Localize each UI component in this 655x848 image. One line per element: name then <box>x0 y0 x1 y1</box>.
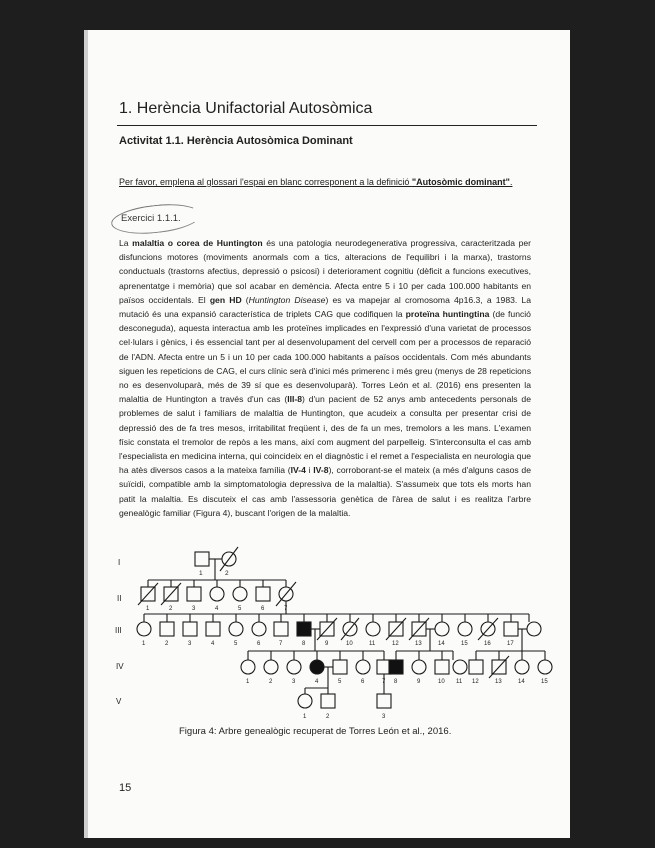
body-text: és una patologia neurodegenerativa progressiva, caracteritzada per disfuncions motores (moviments anormals com a tics, alteracions de l'equilibri i la marxa), trastorns conductuals (trastorns afectius, depressió o psicosi) i deteriorament cognitiu (dèficit a funcions executives, aprenentatge i memòria) que sol acabar en demència. Afecta entre 5 i 10 per cada 100.000 habitants en països occidentals. El <box>119 238 531 305</box>
case-iv-8: IV-8 <box>313 465 329 476</box>
svg-text:13: 13 <box>495 679 502 685</box>
person-IV-8-affected <box>389 660 403 674</box>
term-gen-hd: gen HD <box>209 294 242 305</box>
activity-title: Activitat 1.1. Herència Autosòmica Dominant <box>119 135 353 147</box>
svg-text:15: 15 <box>461 641 468 647</box>
body-text: (de funció desconeguda), aquesta interactua amb les proteïnes implicades en l'expressió d'una varietat de processos cel·lulars i gènics, i és essencial tant per al desenvolupament del cervell com per a processos de reparació de l'ADN. Afecta entre un 5 i un 10 per cada 100.000 habitants a països occidentals. Com més abundants siguen les repeticions de CAG, el curs clínic serà d'inici més primerenc i més greu (menys de 28 repeticions no es desenvoluparà, més de 39 sí que es desenvoluparà). Torres León et al. (2016) ens presenten la malaltia de Huntington a través d'un cas ( <box>119 309 531 405</box>
svg-text:10: 10 <box>438 679 445 685</box>
svg-text:8: 8 <box>302 641 306 647</box>
svg-text:2: 2 <box>326 714 330 720</box>
gen-I <box>148 547 286 580</box>
term-huntington: malaltia o corea de Huntington <box>132 238 263 248</box>
svg-text:15: 15 <box>541 679 548 685</box>
svg-text:7: 7 <box>284 606 288 612</box>
svg-text:1: 1 <box>246 679 250 685</box>
svg-text:1: 1 <box>199 570 203 577</box>
svg-text:4: 4 <box>315 679 319 685</box>
svg-text:1: 1 <box>146 606 150 612</box>
gen-V <box>298 688 391 720</box>
instruction-end: . <box>509 177 513 187</box>
person-IV-4-affected <box>310 660 324 674</box>
svg-text:2: 2 <box>169 606 173 612</box>
svg-text:12: 12 <box>392 641 399 647</box>
gen-label-IV: IV <box>116 662 124 671</box>
svg-text:5: 5 <box>238 606 242 612</box>
document-page <box>84 30 570 838</box>
svg-text:11: 11 <box>456 679 463 685</box>
page-number: 15 <box>119 782 132 794</box>
chapter-title: 1. Herència Unifactorial Autosòmica <box>119 100 373 117</box>
svg-text:9: 9 <box>417 679 421 685</box>
svg-text:14: 14 <box>438 641 445 647</box>
instruction-emphasis: "Autosòmic dominant" <box>411 177 510 187</box>
svg-text:5: 5 <box>338 679 342 685</box>
case-iv-4: IV-4 <box>290 465 306 476</box>
gen-label-II: II <box>117 594 122 603</box>
case-iii-8: III-8 <box>287 394 303 405</box>
body-text: ), corroborant-se el mateix (a més d'alguns casos de suïcidi, compatible amb la simptomatologia depressiva de la malaltia). S'assumeix que tots els morts han patit la malaltia. Es discuteix el cas amb l'assessoria genètica de l'àrea de salut i es realitza l'arbre genealògic familiar (Figura 4), buscant l'origen de la malaltia. <box>119 465 531 518</box>
svg-text:12: 12 <box>472 679 479 685</box>
body-text: ) es va mapejar al cromosoma 4p16.3, a 1983. La mutació és una expansió característica de triplets CAG que codifiquen la <box>119 294 531 320</box>
svg-text:14: 14 <box>518 679 525 685</box>
body-text: La <box>119 238 133 248</box>
svg-text:6: 6 <box>361 679 365 685</box>
body-text: i <box>305 465 314 476</box>
svg-text:6: 6 <box>261 606 265 612</box>
gen-label-V: V <box>116 697 122 706</box>
svg-text:9: 9 <box>325 641 329 647</box>
person-III-8-affected <box>297 622 311 636</box>
instruction-main: Per favor, emplena al glossari l'espai en blanc corresponent a la definició <box>119 177 412 187</box>
svg-text:2: 2 <box>269 679 273 685</box>
gen-label-III: III <box>115 626 122 635</box>
pedigree-figure <box>84 30 570 838</box>
gen-II <box>138 580 529 614</box>
svg-text:11: 11 <box>369 641 376 647</box>
body-text: ( <box>241 294 249 305</box>
figure-caption: Figura 4: Arbre genealògic recuperat de Torres León et al., 2016. <box>179 726 452 737</box>
svg-text:3: 3 <box>292 679 296 685</box>
svg-text:13: 13 <box>415 641 422 647</box>
person-I-1 <box>195 552 209 566</box>
svg-text:3: 3 <box>188 641 192 647</box>
svg-text:5: 5 <box>234 641 238 647</box>
svg-text:7: 7 <box>382 679 386 685</box>
svg-text:6: 6 <box>257 641 261 647</box>
svg-text:10: 10 <box>346 641 353 647</box>
svg-text:2: 2 <box>225 570 229 577</box>
svg-text:3: 3 <box>192 606 196 612</box>
svg-text:1: 1 <box>303 714 307 720</box>
svg-text:1: 1 <box>142 641 146 647</box>
term-huntingtina: proteïna huntingtina <box>405 309 490 320</box>
gen-IV <box>241 651 552 694</box>
exercise-label: Exercici 1.1.1. <box>121 213 181 224</box>
svg-text:3: 3 <box>382 714 386 720</box>
svg-text:2: 2 <box>165 641 169 647</box>
body-text: ) d'un pacient de 52 anys amb antecedents personals de problemes de salut i familiars de malaltia de Huntington, que acudeix a consulta per presentar crisi de depressió des de fa tres mesos, irritabilitat freqüent i, des de fa un mes, tremolors a les mans. L'examen físic constata el tremolor de repòs a les mans, així com augment del parpelleig. S'interconsulta el cas amb l'especialista en medicina interna, qui coincideix en el diagnòstic i el remet a l'especialista en neurologia que ha atès diversos casos a la mateixa família ( <box>119 394 531 476</box>
gen-III <box>137 614 545 651</box>
svg-text:17: 17 <box>507 641 514 647</box>
svg-text:7: 7 <box>279 641 283 647</box>
term-huntington-disease: Huntington Disease <box>248 294 326 305</box>
svg-text:4: 4 <box>211 641 215 647</box>
gen-label-I: I <box>118 558 121 567</box>
svg-text:16: 16 <box>484 641 491 647</box>
svg-text:8: 8 <box>394 679 398 685</box>
svg-text:4: 4 <box>215 606 219 612</box>
